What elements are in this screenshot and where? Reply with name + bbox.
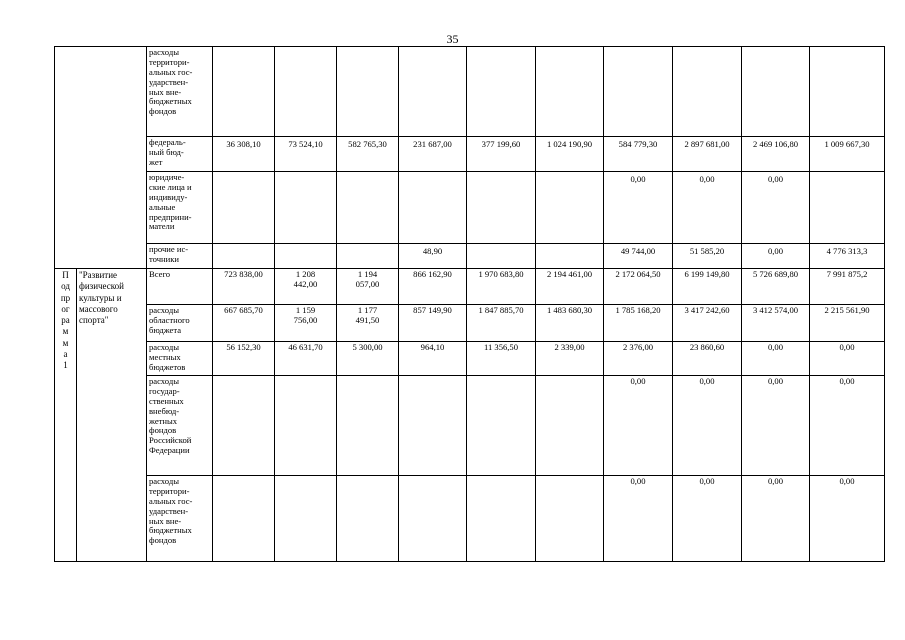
value-cell: 723 838,00 [213,269,275,305]
value-cell [399,172,467,244]
table-row [55,172,885,244]
value-cell [337,47,399,137]
table-row [55,244,885,269]
value-cell: 36 308,10 [213,137,275,172]
value-cell [536,47,604,137]
value-cell [536,172,604,244]
value-cell: 2 215 561,90 [810,305,885,342]
value-cell: 3 417 242,60 [673,305,742,342]
value-cell [399,476,467,562]
value-cell [213,376,275,476]
value-cell [275,172,337,244]
value-cell: 0,00 [673,376,742,476]
value-cell: 1 483 680,30 [536,305,604,342]
value-cell: 1 009 667,30 [810,137,885,172]
value-cell: 0,00 [673,172,742,244]
value-cell: 0,00 [810,476,885,562]
value-cell [673,47,742,137]
value-cell: 2 172 064,50 [604,269,673,305]
value-cell: 2 376,00 [604,342,673,376]
value-cell [536,376,604,476]
value-cell: 23 860,60 [673,342,742,376]
value-cell: 866 162,90 [399,269,467,305]
value-cell [604,47,673,137]
budget-table [54,46,885,562]
value-cell: 2 897 681,00 [673,137,742,172]
value-cell: 3 412 574,00 [742,305,810,342]
value-cell: 0,00 [810,342,885,376]
value-cell [399,376,467,476]
value-cell [467,47,536,137]
value-cell: 1 194 057,00 [337,269,399,305]
value-cell: 1 177 491,50 [337,305,399,342]
subprogram-name: "Развитие физической культуры и массового спорта" [77,269,147,562]
value-cell: 0,00 [742,244,810,269]
value-cell [467,172,536,244]
value-cell: 48,90 [399,244,467,269]
value-cell: 4 776 313,3 [810,244,885,269]
value-cell [275,376,337,476]
row-label: расходы территори- альных гос- ударствен- ных вне- бюджетных фондов [147,476,213,562]
page-number: 35 [446,32,459,46]
value-cell: 5 300,00 [337,342,399,376]
value-cell: 0,00 [742,172,810,244]
value-cell [337,172,399,244]
value-cell: 0,00 [604,172,673,244]
value-cell: 56 152,30 [213,342,275,376]
value-cell: 964,10 [399,342,467,376]
table-row [55,376,885,476]
value-cell: 5 726 689,80 [742,269,810,305]
value-cell: 1 159 756,00 [275,305,337,342]
value-cell [337,476,399,562]
value-cell: 51 585,20 [673,244,742,269]
value-cell: 49 744,00 [604,244,673,269]
value-cell: 584 779,30 [604,137,673,172]
value-cell [467,476,536,562]
value-cell: 0,00 [742,476,810,562]
value-cell [467,244,536,269]
value-cell [810,172,885,244]
value-cell: 0,00 [810,376,885,476]
row-label: юридиче- ские лица и индивиду- альные предприни- матели [147,172,213,244]
value-cell: 857 149,90 [399,305,467,342]
value-cell [213,172,275,244]
value-cell [337,376,399,476]
value-cell: 667 685,70 [213,305,275,342]
empty-merged-cell [55,47,147,269]
subprogram-label: П од пр ог ра м м а 1 [55,269,77,562]
value-cell [536,476,604,562]
value-cell [810,47,885,137]
row-label: Всего [147,269,213,305]
value-cell: 73 524,10 [275,137,337,172]
value-cell: 231 687,00 [399,137,467,172]
value-cell: 7 991 875,2 [810,269,885,305]
table-row [55,47,885,137]
value-cell: 1 208 442,00 [275,269,337,305]
table-row [55,137,885,172]
value-cell [467,376,536,476]
value-cell [337,244,399,269]
row-label: расходы территори- альных гос- ударствен- ных вне- бюджетных фондов [147,47,213,137]
value-cell: 0,00 [742,342,810,376]
value-cell: 2 339,00 [536,342,604,376]
value-cell [399,47,467,137]
value-cell [275,47,337,137]
value-cell: 1 024 190,90 [536,137,604,172]
value-cell [536,244,604,269]
row-label: расходы областного бюджета [147,305,213,342]
value-cell: 0,00 [604,476,673,562]
value-cell: 0,00 [742,376,810,476]
table-row [55,476,885,562]
value-cell [213,47,275,137]
table-row [55,305,885,342]
value-cell: 6 199 149,80 [673,269,742,305]
value-cell: 11 356,50 [467,342,536,376]
value-cell: 2 194 461,00 [536,269,604,305]
row-label: расходы государ- ственных внебюд- жетных фондов Российской Федерации [147,376,213,476]
value-cell: 582 765,30 [337,137,399,172]
value-cell [275,244,337,269]
table-row [55,342,885,376]
value-cell: 1 970 683,80 [467,269,536,305]
row-label: федераль- ный бюд- жет [147,137,213,172]
value-cell [275,476,337,562]
row-label: расходы местных бюджетов [147,342,213,376]
value-cell: 1 847 885,70 [467,305,536,342]
value-cell: 0,00 [604,376,673,476]
value-cell [213,476,275,562]
table-row [55,269,885,305]
value-cell: 2 469 106,80 [742,137,810,172]
value-cell: 377 199,60 [467,137,536,172]
value-cell: 1 785 168,20 [604,305,673,342]
value-cell: 46 631,70 [275,342,337,376]
value-cell [213,244,275,269]
row-label: прочие ис- точники [147,244,213,269]
value-cell: 0,00 [673,476,742,562]
value-cell [742,47,810,137]
